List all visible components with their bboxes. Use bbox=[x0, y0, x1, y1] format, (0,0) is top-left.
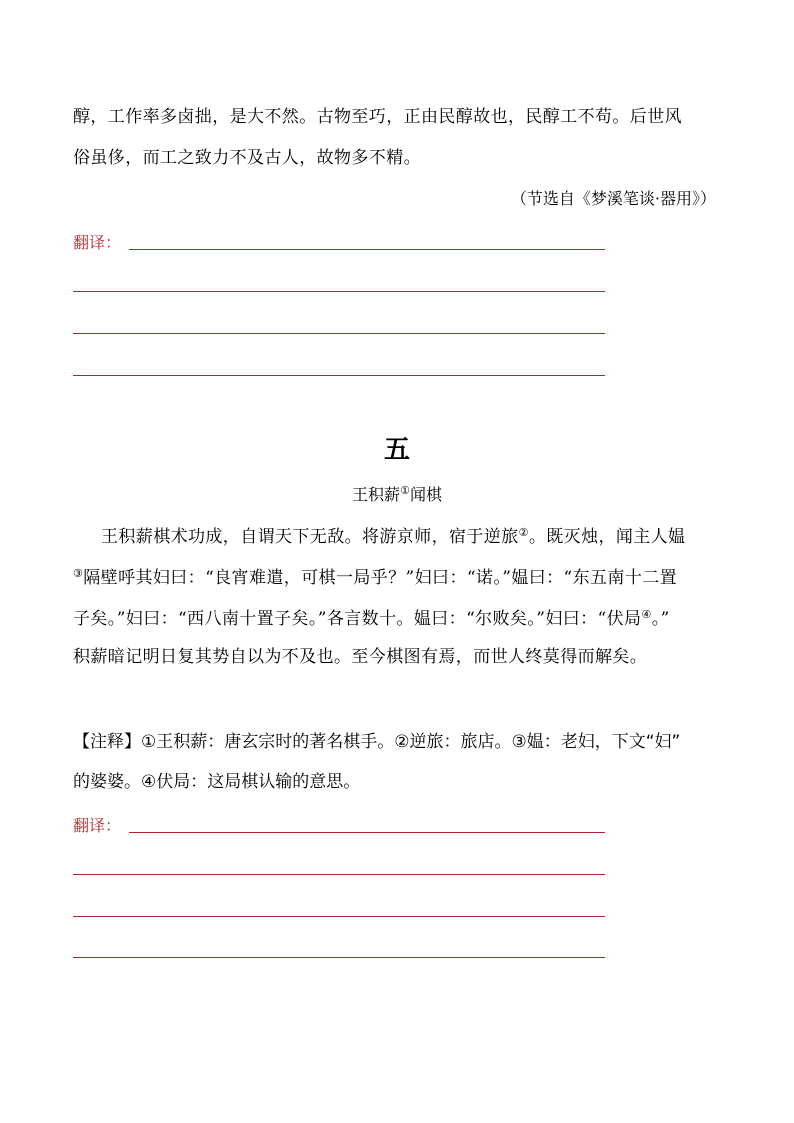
passage-line-1: 醇，工作率多卤拙，是大不然。古物至巧，正由民醇故也，民醇工不苟。后世风 bbox=[73, 107, 682, 127]
section-number: 五 bbox=[383, 435, 410, 465]
title-text: 闻棋 bbox=[409, 485, 442, 504]
story-text: 。” bbox=[651, 609, 670, 629]
source-citation: （节选自《梦溪笔谈·器用》） bbox=[510, 189, 716, 208]
note-marker: ① bbox=[400, 484, 410, 497]
story-line-4: 积薪暗记明日复其势自以为不及也。至今棋图有焉，而世人终莫得而解矣。 bbox=[73, 647, 648, 667]
answer-line[interactable] bbox=[73, 874, 605, 875]
note-marker: ④ bbox=[641, 608, 652, 621]
story-text: 子矣。”妇曰：“西八南十置子矣。”各言数十。媪曰：“尔败矣。”妇曰：“伏局 bbox=[73, 609, 642, 629]
story-text: 王积薪棋术功成，自谓天下无敌。将游京师，宿于逆旅 bbox=[101, 527, 519, 547]
answer-line[interactable] bbox=[73, 333, 605, 334]
story-line-2 bbox=[73, 563, 677, 589]
section-title bbox=[0, 480, 794, 506]
notes-line-2: 的婆婆。④伏局：这局棋认输的意思。 bbox=[73, 772, 361, 792]
note-marker: ③ bbox=[73, 567, 84, 580]
answer-line[interactable] bbox=[73, 291, 605, 292]
passage-line-2: 俗虽侈，而工之致力不及古人，故物多不精。 bbox=[73, 148, 421, 168]
story-line-1 bbox=[101, 522, 685, 548]
answer-line[interactable] bbox=[129, 832, 605, 833]
title-text: 王积薪 bbox=[352, 485, 401, 504]
answer-line[interactable] bbox=[129, 249, 605, 250]
story-line-3 bbox=[73, 604, 670, 630]
story-text: 。既灭烛，闻主人媪 bbox=[528, 527, 686, 547]
translation-label: 翻译： bbox=[73, 816, 122, 835]
answer-line[interactable] bbox=[73, 916, 605, 917]
answer-line[interactable] bbox=[73, 957, 605, 958]
answer-line[interactable] bbox=[73, 375, 605, 376]
translation-label: 翻译： bbox=[73, 233, 122, 252]
story-text: 隔壁呼其妇曰：“良宵难遣，可棋一局乎？”妇曰：“诺。”媪曰：“东五南十二置 bbox=[83, 568, 678, 588]
notes-line-1: 【注释】①王积薪：唐玄宗时的著名棋手。②逆旅：旅店。③媪：老妇，下文“妇” bbox=[73, 732, 681, 752]
note-marker: ② bbox=[518, 526, 529, 539]
